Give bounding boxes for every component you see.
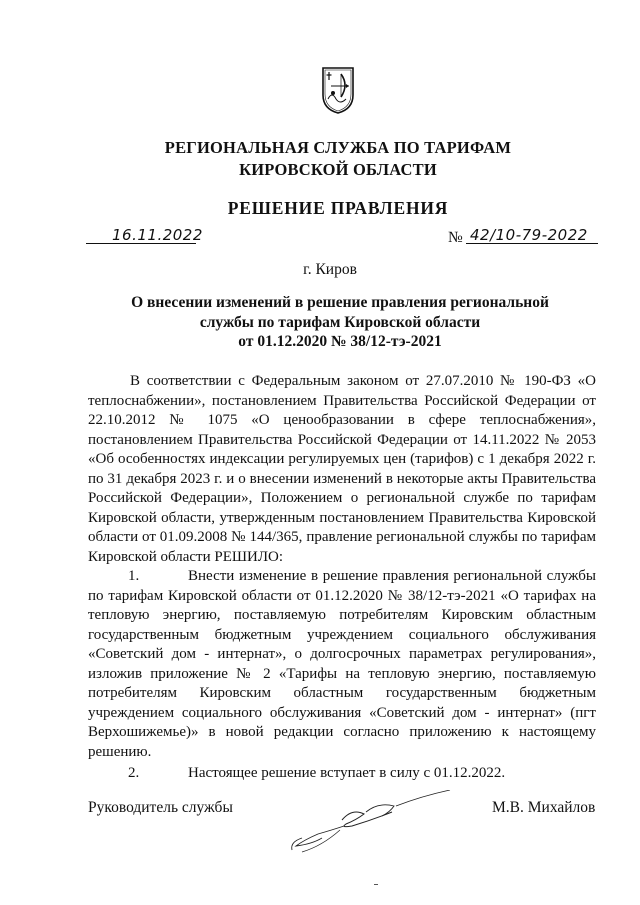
organization-name-line1: РЕГИОНАЛЬНАЯ СЛУЖБА ПО ТАРИФАМ bbox=[164, 138, 512, 157]
page-mark bbox=[374, 884, 378, 885]
number-sign: № bbox=[448, 229, 463, 246]
signatory-role: Руководитель службы bbox=[88, 799, 233, 816]
subject-line2: службы по тарифам Кировской области bbox=[199, 313, 481, 331]
kirov-coat-of-arms-icon bbox=[320, 65, 356, 115]
document-type-title: РЕШЕНИЕ ПРАВЛЕНИЯ bbox=[227, 198, 449, 218]
item-1-number: 1. bbox=[128, 568, 140, 584]
item-1 bbox=[88, 567, 596, 762]
organization-name-line2: КИРОВСКОЙ ОБЛАСТИ bbox=[239, 160, 437, 179]
preamble-paragraph: В соответствии с Федеральным законом от 27.07.2010 № 190-ФЗ «О теплоснабжении», постановлением Правительства Российской Федерации от 22.10.2012 № 1075 «О ценообразовании в сфере теплоснабжения», постановлением Правительства Российской Федерации от 14.11.2022 № 2053 «Об особенностях индексации регулируемых цен (тарифов) с 1 декабря 2022 г. по 31 декабря 2023 г. и о внесении изменений в некоторые акты Правительства Российской Федерации», Положением о региональной службе по тарифам Кировской области, утвержденным постановлением Правительства Кировской области от 01.09.2008 № 144/365, правление региональной службы по тарифам Кировской области РЕШИЛО: bbox=[88, 373, 596, 565]
document-subject bbox=[0, 293, 640, 352]
item-2-number: 2. bbox=[128, 765, 140, 781]
signatory-name: М.В. Михайлов bbox=[492, 799, 596, 816]
document-date: 16.11.2022 bbox=[112, 226, 203, 244]
date-underline bbox=[86, 243, 196, 244]
item-2-text: Настоящее решение вступает в силу с 01.12.2022. bbox=[188, 765, 506, 781]
item-1-text: Внести изменение в решение правления региональной службы по тарифам Кировской области от 01.12.2020 № 38/12-тэ-2021 «О тарифах на тепловую энергию, поставляемую потребителям Кировским областным государственным бюджетным учреждением социального обслуживания «Советский дом - интернат», о долгосрочных параметрах регулирования», изложив приложение № 2 «Тарифы на тепловую энергию, поставляемую потребителям Кировским областным государственным бюджетным учреждением социального обслуживания «Советский дом - интернат» (пгт Верхошижемье)» в новой редакции согласно приложению к настоящему решению. bbox=[88, 568, 596, 760]
document-body bbox=[88, 372, 596, 784]
subject-line3: от 01.12.2020 № 38/12-тэ-2021 bbox=[238, 333, 442, 350]
number-underline bbox=[466, 243, 598, 244]
item-2 bbox=[88, 764, 596, 784]
subject-line1: О внесении изменений в решение правления региональной bbox=[131, 294, 549, 311]
document-number: 42/10-79-2022 bbox=[470, 226, 588, 244]
city: г. Киров bbox=[303, 261, 357, 278]
handwritten-signature-icon bbox=[282, 790, 452, 860]
